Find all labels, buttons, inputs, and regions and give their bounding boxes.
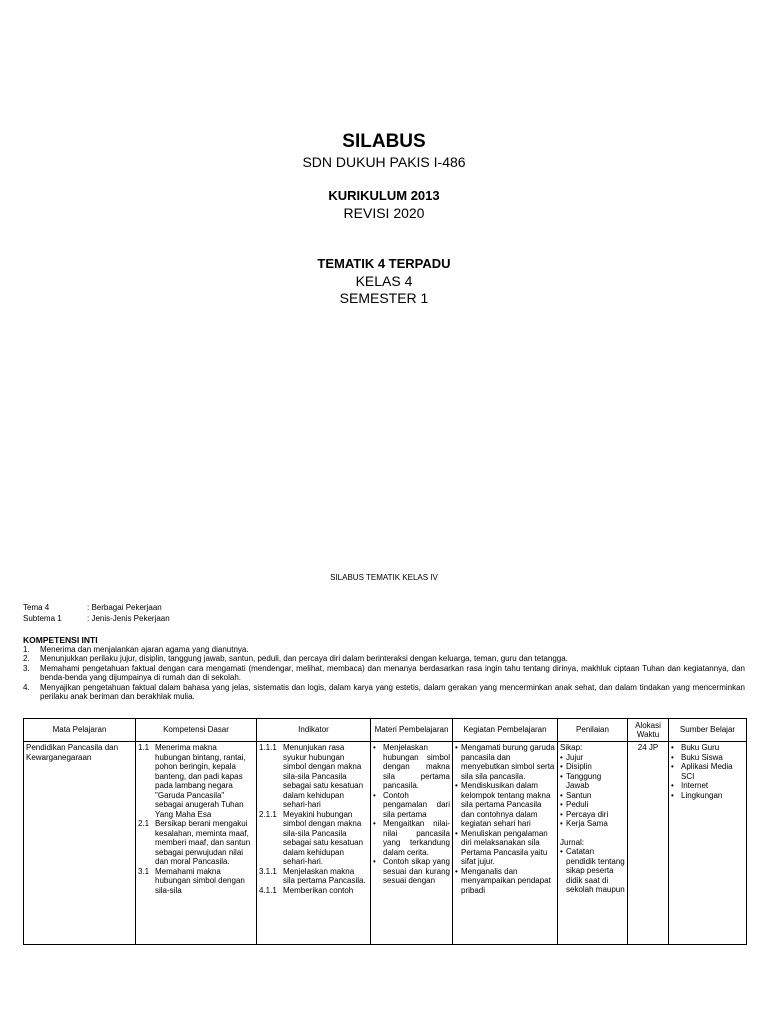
sikap-item [560, 753, 625, 763]
bullet-icon: • [560, 800, 563, 809]
bullet-icon: • [560, 771, 563, 781]
subtema-value: : Jenis-Jenis Pekerjaan [87, 614, 170, 623]
cell-alokasi: 24 JP [628, 742, 669, 945]
bullet-icon: • [671, 752, 674, 762]
ki-item [23, 654, 745, 663]
cell-kd [136, 742, 257, 945]
column-header: Kegiatan Pembelajaran [453, 719, 558, 742]
ki-item [23, 645, 745, 654]
cell-kegiatan [453, 742, 558, 945]
semester-label: SEMESTER 1 [339, 290, 429, 306]
ki-heading: KOMPETENSI INTI [23, 635, 98, 645]
bullet-icon: • [560, 809, 563, 819]
column-header: Indikator [257, 719, 371, 742]
kd-item-text: Bersikap berani mengakui kesalahan, meminta maaf, memberi maaf, dan santun sebagai perwujudan nilai dan moral Pancasila. [155, 819, 251, 866]
section-title: SILABUS TEMATIK KELAS IV [330, 573, 438, 582]
bullet-icon: • [671, 762, 674, 771]
ki-text: Memahami pengetahuan faktual dengan cara mengamati (mendengar, melihat, membaca) dan menanya berdasarkan rasa ingin tahu tentang dirinya, makhluk ciptaan Tuhan dan kegiatannya, dan benda-benda yang dijumpainya di rumah dan di sekolah. [40, 663, 745, 683]
ki-item [23, 664, 745, 683]
kd-item-text: Menerima makna hubungan bintang, rantai, pohon beringin, kepala banteng, dan padi kapas pada lambang negara "Garuda Pancasila" sebagai anugerah Tuhan Yang Maha Esa [155, 743, 246, 819]
materi-item-text: Mengaitkan nilai-nilai pancasila yang terkandung dalam cerita. [383, 819, 450, 857]
bullet-icon: • [455, 781, 458, 790]
sumber-item-text: Aplikasi Media SCI [681, 762, 733, 781]
ki-text: Menerima dan menjalankan ajaran agama yang dianutnya. [40, 645, 249, 654]
indikator-item-number: 2.1.1 [259, 809, 277, 819]
spacer [560, 829, 625, 838]
jurnal-item [560, 847, 625, 895]
ki-text: Menunjukkan perilaku jujur, disiplin, tanggung jawab, santun, peduli, dan percaya diri dalam berinteraksi dengan keluarga, teman, guru dan tetangga. [40, 654, 568, 664]
document-title: SILABUS [342, 131, 426, 152]
subtema-row [23, 614, 170, 623]
sikap-item-text: Jujur [566, 752, 584, 762]
bullet-icon: • [455, 866, 458, 876]
materi-item-text: Contoh pengamalan dari sila pertama [383, 790, 450, 819]
bullet-icon: • [560, 752, 563, 762]
jurnal-label: Jurnal: [560, 837, 585, 847]
sumber-item-text: Internet [681, 781, 709, 790]
jurnal-item-text: Catatan pendidik tentang sikap peserta didik saat di sekolah maupun [566, 847, 625, 894]
kd-item-number: 1.1 [138, 743, 150, 752]
sumber-item-text: Buku Siswa [681, 752, 723, 762]
bullet-icon: • [560, 819, 563, 828]
materi-item [373, 743, 450, 791]
bullet-icon: • [373, 857, 376, 866]
materi-item [373, 791, 450, 820]
sumber-item [671, 791, 744, 801]
indikator-item-text: Memberikan contoh [283, 885, 354, 895]
cell-sumber [669, 742, 747, 945]
sikap-item [560, 810, 625, 820]
sikap-item-text: Percaya diri [566, 809, 609, 819]
materi-item-text: Contoh sikap yang sesuai dan kurang sesuai dengan [383, 857, 450, 885]
sumber-item [671, 743, 744, 753]
sikap-item-text: Tanggung Jawab [566, 771, 602, 790]
revision-label: REVISI 2020 [343, 205, 425, 221]
bullet-icon: • [671, 781, 674, 790]
indikator-item-number: 1.1.1 [259, 743, 277, 752]
bullet-icon: • [373, 790, 376, 800]
cell-mapel: Pendidikan Pancasila dan Kewarganegaraan [24, 742, 136, 945]
class-label: KELAS 4 [355, 273, 413, 289]
ki-number: 1. [23, 645, 30, 654]
cell-materi [371, 742, 453, 945]
indikator-item-text: Menjelaskan makna sila pertama Pancasila. [283, 866, 366, 885]
kegiatan-item [455, 781, 555, 829]
ki-number: 4. [23, 682, 30, 692]
subtema-label: Subtema 1 [23, 614, 62, 623]
indikator-item-number: 4.1.1 [259, 885, 277, 895]
indikator-item-text: Menunjukan rasa syukur hubungan simbol dengan makna sila-sila Pancasila sebagai satu kesatuan dalam kehidupan sehari-hari [283, 743, 364, 809]
column-header: Materi Pembelajaran [371, 719, 453, 742]
sikap-item-text: Kerja Sama [566, 819, 608, 828]
sikap-item [560, 819, 625, 829]
sikap-item-text: Santun [566, 790, 592, 800]
kd-item [138, 819, 254, 867]
indikator-item [259, 886, 368, 896]
bullet-icon: • [560, 790, 563, 800]
sumber-item-text: Buku Guru [681, 743, 720, 752]
ki-number: 2. [23, 654, 30, 664]
kd-item [138, 867, 254, 896]
bullet-icon: • [455, 743, 458, 752]
school-name: SDN DUKUH PAKIS I-486 [302, 154, 466, 170]
indikator-item-text: Meyakini hubungan simbol dengan makna sila-sila Pancasila sebagai satu kesatuan dalam kehidupan sehari-hari. [283, 809, 364, 866]
column-header: Mata Pelajaran [24, 719, 136, 742]
kegiatan-item-text: Menuliskan pengalaman diri melaksanakan sila Pertama Pancasila yaitu sifat jujur. [461, 828, 548, 866]
sumber-item [671, 753, 744, 763]
materi-item [373, 857, 450, 886]
kegiatan-item [455, 743, 555, 781]
column-header: Penilaian [558, 719, 628, 742]
kegiatan-item [455, 867, 555, 896]
ki-list [23, 645, 745, 701]
ki-text: Menyajikan pengetahuan faktual dalam bahasa yang jelas, sistematis dan logis, dalam karya yang estetis, dalam gerakan yang mencerminkan anak sehat, dan dalam tindakan yang mencerminkan perilaku anak beriman dan berakhlak mulia. [40, 682, 745, 702]
bullet-icon: • [560, 762, 563, 771]
sumber-item [671, 781, 744, 791]
bullet-icon: • [455, 828, 458, 838]
column-header: Kompetensi Dasar [136, 719, 257, 742]
bullet-icon: • [671, 743, 674, 752]
indikator-item [259, 743, 368, 810]
kegiatan-item-text: Menganalis dan menyampaikan pendapat pribadi [461, 866, 551, 895]
sikap-item [560, 800, 625, 810]
materi-item-text: Menjelaskan hubungan simbol dengan makna sila pertama pancasila. [383, 743, 450, 790]
syllabus-table [23, 718, 747, 945]
indikator-item [259, 867, 368, 886]
table-row [24, 742, 747, 945]
sikap-item-text: Peduli [566, 800, 589, 809]
bullet-icon: • [373, 819, 376, 828]
kd-item-number: 2.1 [138, 819, 150, 828]
sikap-item [560, 762, 625, 772]
cell-indikator [257, 742, 371, 945]
column-header: Sumber Belajar [669, 719, 747, 742]
ki-number: 3. [23, 663, 30, 673]
sumber-item-text: Lingkungan [681, 790, 723, 800]
kd-item-text: Memahami makna hubungan simbol dengan sila-sila [155, 866, 245, 895]
bullet-icon: • [671, 790, 674, 800]
indikator-item-number: 3.1.1 [259, 866, 277, 876]
sikap-item-text: Disiplin [566, 762, 592, 771]
sikap-label: Sikap: [560, 743, 583, 752]
bullet-icon: • [560, 847, 563, 856]
curriculum-label: KURIKULUM 2013 [328, 188, 440, 203]
tema-label: Tema 4 [23, 603, 50, 612]
ki-item [23, 683, 745, 702]
sikap-item [560, 772, 625, 791]
bullet-icon: • [373, 743, 376, 752]
kegiatan-item [455, 829, 555, 867]
kd-item [138, 743, 254, 819]
sikap-item [560, 791, 625, 801]
column-header: Alokasi Waktu [628, 719, 669, 742]
kegiatan-item-text: Mendiskusikan dalam kelompok tentang makna sila pertama Pancasila dan contohnya dalam kegiatan sehari hari [461, 781, 551, 828]
table-header-row [24, 719, 747, 742]
materi-item [373, 819, 450, 857]
kegiatan-item-text: Mengamati burung garuda pancasila dan menyebutkan simbol serta sila sila pancasila. [461, 743, 555, 781]
indikator-item [259, 810, 368, 867]
kd-item-number: 3.1 [138, 866, 150, 876]
tema-value: : Berbagai Pekerjaan [87, 603, 162, 612]
sumber-item [671, 762, 744, 781]
theme-label: TEMATIK 4 TERPADU [317, 256, 451, 271]
tema-row [23, 603, 162, 612]
cell-penilaian [558, 742, 628, 945]
